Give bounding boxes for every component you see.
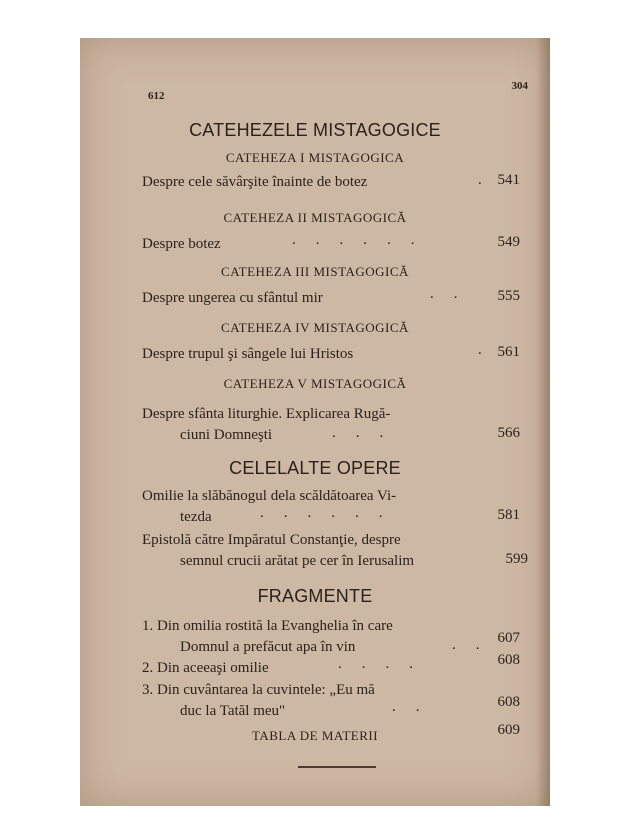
toc-entry-7: Epistolă către Impăratul Constanţie, despre (142, 532, 401, 548)
page-number-left: 612 (148, 90, 165, 102)
toc-entry-7-cont: semnul crucii arătat pe cer în Ierusalim (180, 553, 415, 569)
leader-dots: . (478, 172, 502, 188)
book-page (80, 38, 550, 806)
leader-dots: . (478, 342, 502, 358)
toc-entry-4: Despre trupul şi sângele lui Hristos (142, 346, 354, 362)
toc-page-11: 609 (497, 722, 520, 738)
toc-entry-6-cont: tezda (180, 509, 212, 525)
toc-entry-5: Despre sfânta liturghie. Explicarea Rugă- (142, 406, 391, 422)
toc-entry-8: 1. Din omilia rostită la Evanghelia în care (142, 618, 393, 634)
sub-heading-cateheza-1: CATEHEZA I MISTAGOGICA (225, 150, 405, 165)
toc-page-7: 599 (505, 551, 528, 567)
toc-page-3: 555 (497, 288, 520, 304)
leader-dots: .. (392, 699, 440, 715)
toc-entry-2: Despre botez (142, 236, 221, 252)
toc-page-6: 581 (497, 507, 520, 523)
sub-heading-cateheza-5: CATEHEZA V MISTAGOGICĂ (223, 376, 407, 391)
toc-entry-8-cont: Domnul a prefăcut apa în vin (180, 639, 356, 655)
toc-entry-3: Despre ungerea cu sfântul mir (142, 290, 323, 306)
sub-heading-cateheza-2: CATEHEZA II MISTAGOGICĂ (223, 210, 407, 225)
leader-dots: ...... (260, 505, 403, 521)
toc-page-8: 607 (497, 630, 520, 646)
toc-page-2: 549 (497, 234, 520, 250)
toc-entry-1: Despre cele săvârşite înainte de botez (142, 174, 368, 190)
leader-dots: .... (338, 656, 433, 672)
toc-page-9: 608 (497, 652, 520, 668)
heading-tabla-de-materii: TABLA DE MATERII (251, 728, 379, 743)
toc-entry-6: Omilie la slăbănogul dela scăldătoarea Vi- (142, 488, 397, 504)
leader-dots: ... (332, 425, 404, 441)
toc-page-1: 541 (497, 172, 520, 188)
heading-celelalte-opere: CELELALTE OPERE (229, 458, 401, 478)
toc-entry-9: 2. Din aceeaşi omilie (142, 660, 269, 676)
toc-page-5: 566 (497, 425, 520, 441)
closing-rule (298, 766, 376, 768)
leader-dots: ...... (292, 232, 435, 248)
leader-dots: .. (452, 637, 500, 653)
toc-page-4: 561 (497, 344, 520, 360)
toc-entry-10: 3. Din cuvântarea la cuvintele: „Eu mă (142, 682, 375, 698)
toc-entry-10-cont: duc la Tatăl meu" (180, 703, 286, 719)
sub-heading-cateheza-4: CATEHEZA IV MISTAGOGICĂ (221, 320, 409, 335)
heading-catehezele-mistagogice: CATEHEZELE MISTAGOGICE (189, 120, 441, 140)
leader-dots: .. (430, 286, 478, 302)
page-number-right: 304 (511, 80, 528, 92)
sub-heading-cateheza-3: CATEHEZA III MISTAGOGICĂ (221, 264, 409, 279)
heading-fragmente: FRAGMENTE (257, 586, 373, 606)
toc-page-10: 608 (497, 694, 520, 710)
toc-entry-5-cont: ciuni Domneşti (180, 427, 273, 443)
